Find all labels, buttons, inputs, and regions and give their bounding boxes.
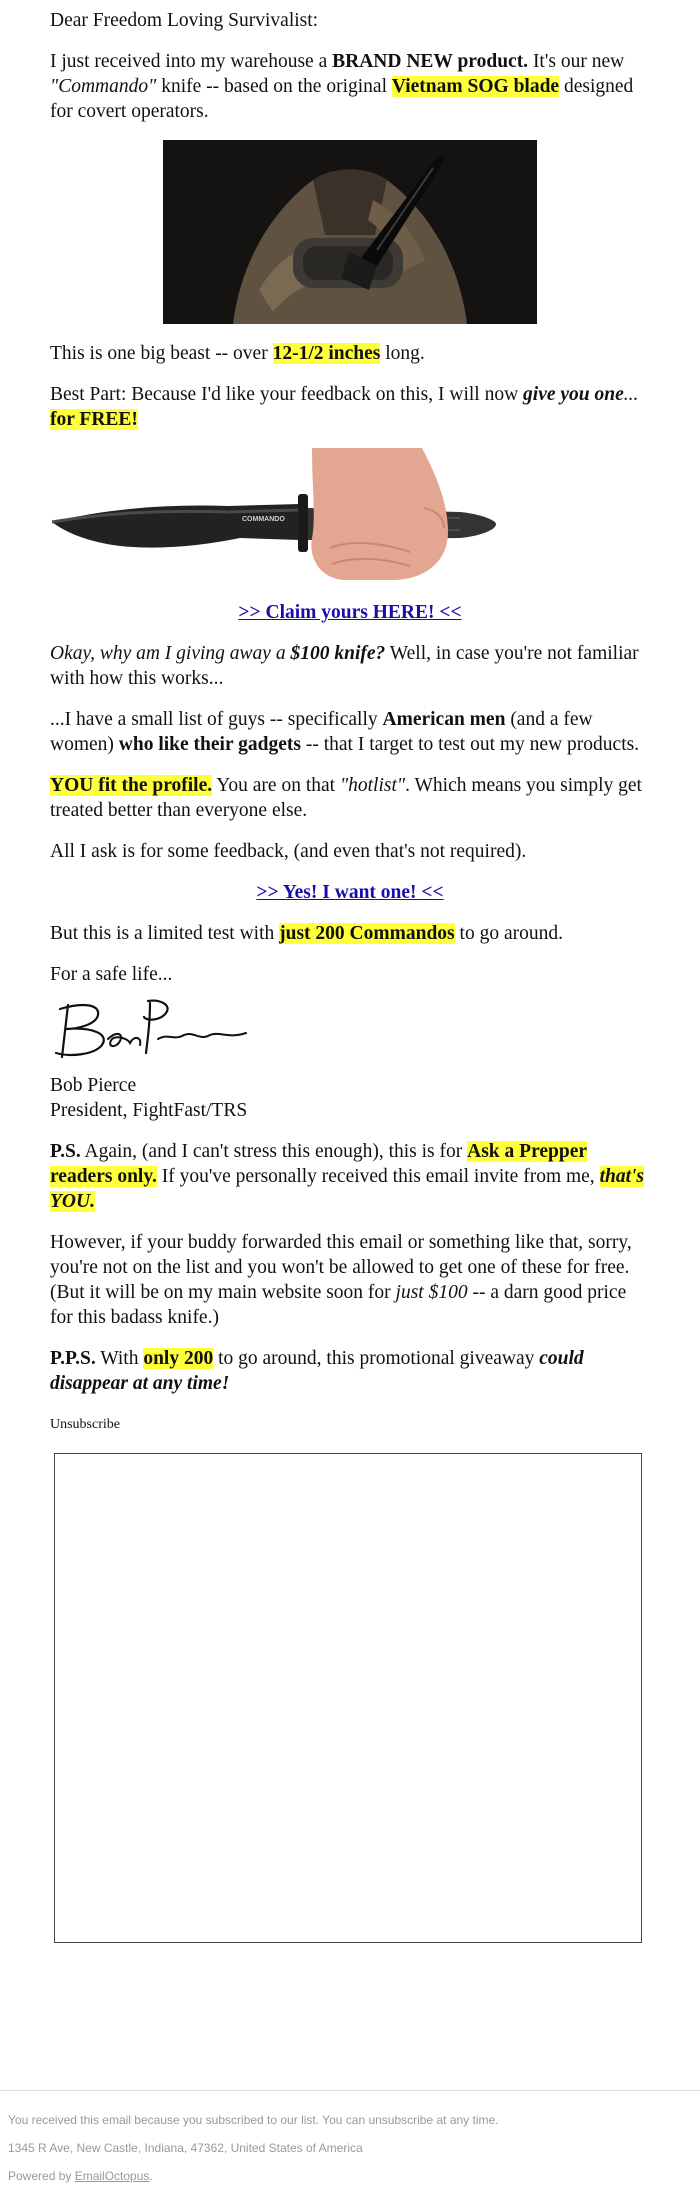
knife-brand-text: COMMANDO: [242, 516, 285, 523]
greeting: Dear Freedom Loving Survivalist:: [50, 10, 319, 31]
yes-cta-paragraph: [50, 880, 650, 905]
emailoctopus-link[interactable]: EmailOctopus: [74, 2169, 150, 2183]
feedback-paragraph: All I ask is for some feedback, (and even that's not required).: [50, 841, 527, 862]
empty-image-frame: [54, 1453, 642, 1943]
signer-block: [50, 1073, 650, 1123]
highlight-prepper-readers: Ask a Prepper readers only.: [50, 1141, 588, 1187]
highlight-thats-you: that's YOU.: [50, 1166, 644, 1212]
unsubscribe-link[interactable]: Unsubscribe: [50, 1417, 120, 1432]
profile-paragraph: YOU fit the profile. You are on that "hotlist". Which means you simply get treated better than everyone else.: [50, 775, 642, 821]
signer-title: President, FightFast/TRS: [50, 1100, 248, 1121]
email-body: [50, 0, 650, 1943]
claim-yours-link[interactable]: >> Claim yours HERE! <<: [238, 602, 462, 623]
highlight-only-200: only 200: [143, 1348, 214, 1369]
highlight-profile: YOU fit the profile.: [50, 775, 213, 796]
footer-address: 1345 R Ave, New Castle, Indiana, 47362, United States of America: [8, 2141, 363, 2155]
why-paragraph: Okay, why am I giving away a $100 knife? Well, in case you're not familiar with how this works...: [50, 643, 639, 689]
soldier-knife-image[interactable]: [163, 140, 537, 324]
highlight-200-commandos: just 200 Commandos: [279, 923, 455, 944]
free-offer-paragraph: Best Part: Because I'd like your feedback on this, I will now give you one... for FREE!: [50, 384, 639, 430]
highlight-length: 12-1/2 inches: [272, 343, 381, 364]
intro-paragraph: I just received into my warehouse a BRAND NEW product. It's our new "Commando" knife -- based on the original Vietnam SOG blade designed for covert operators.: [50, 51, 634, 122]
signer-name: Bob Pierce: [50, 1075, 137, 1096]
claim-cta-paragraph: [50, 600, 650, 625]
size-paragraph: This is one big beast -- over 12-1/2 inches long.: [50, 343, 425, 364]
forwarded-paragraph: However, if your buddy forwarded this email or something like that, sorry, you're not on the list and you won't be allowed to get one of these for free. (But it will be on my main website soon for just $100 -- a darn good price for this badass knife.): [50, 1232, 632, 1328]
highlight-free: for FREE!: [50, 409, 138, 430]
footer-powered-by: Powered by EmailOctopus.: [8, 2169, 153, 2183]
closing-line: For a safe life...: [50, 964, 173, 985]
limited-paragraph: But this is a limited test with just 200 Commandos to go around.: [50, 923, 563, 944]
commando-knife-image[interactable]: [50, 448, 500, 588]
yes-want-one-link[interactable]: >> Yes! I want one! <<: [256, 882, 444, 903]
ps-paragraph: P.S. Again, (and I can't stress this enough), this is for Ask a Prepper readers only. If you've personally received this email invite from me, that's YOU.: [50, 1141, 644, 1212]
signature-image: [50, 995, 250, 1061]
list-paragraph: ...I have a small list of guys -- specifically American men (and a few women) who like their gadgets -- that I target to test out my new products.: [50, 709, 640, 755]
pps-paragraph: P.P.S. With only 200 to go around, this promotional giveaway could disappear at any time!: [50, 1348, 584, 1394]
email-footer: [0, 2090, 700, 2183]
footer-subscription-notice: You received this email because you subscribed to our list. You can unsubscribe at any time.: [8, 2113, 499, 2127]
highlight-vietnam-sog: Vietnam SOG blade: [391, 76, 560, 97]
